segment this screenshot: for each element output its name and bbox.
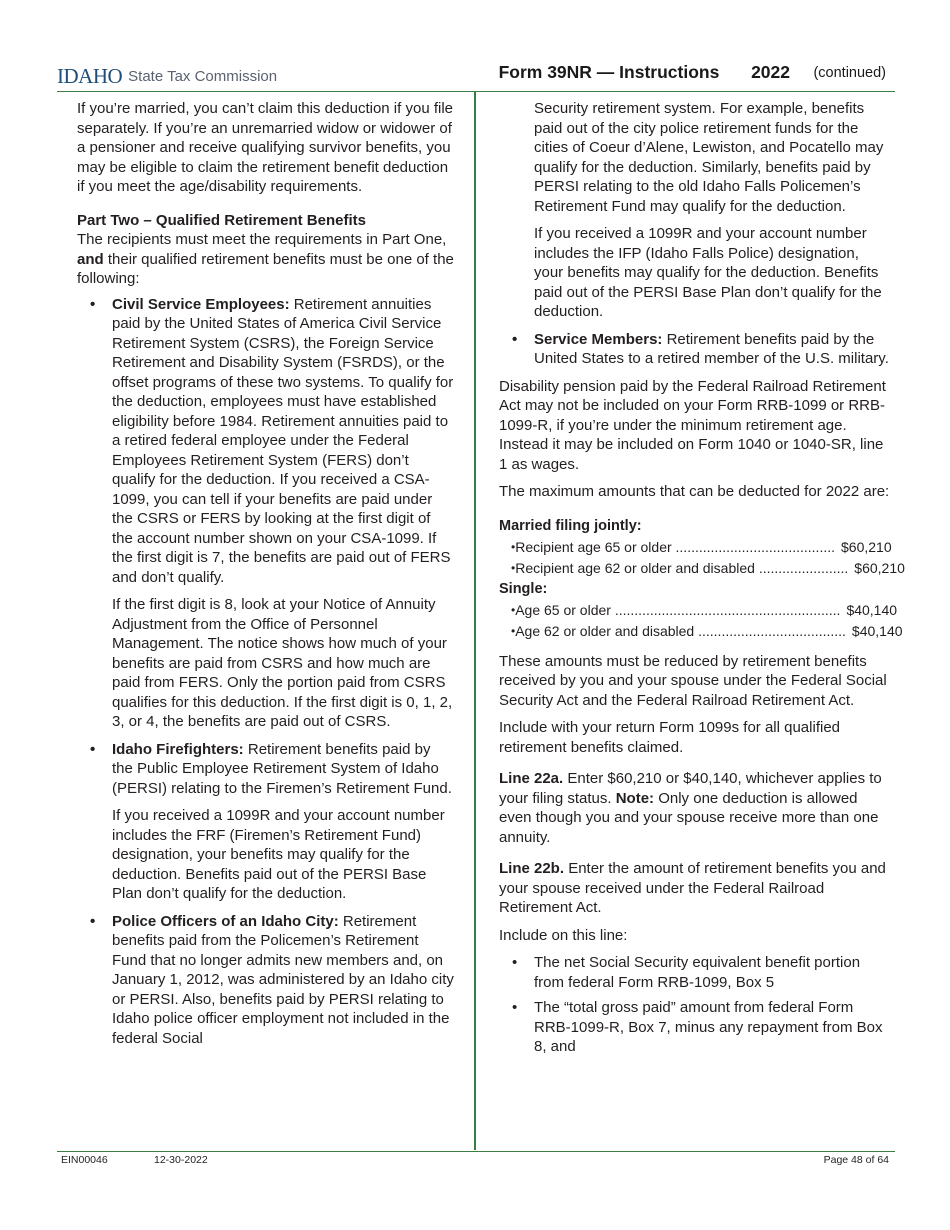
bullet-icon: • — [511, 560, 516, 575]
idaho-tax-logo — [57, 64, 277, 89]
left-column — [77, 99, 455, 1056]
civil-service-paragraph-2: If the first digit is 8, look at your Notice of Annuity Adjustment from the Office of Personnel Management. The notice shows how much of your benefits are paid from CSRS and how much are paid from FERS. Only the portion paid from CSRS qualifies for this deduction. If the first digit is 0, 1, 2, 3, or 4, the benefits are paid out of CSRS. — [112, 596, 453, 730]
police-label: Police Officers of an Idaho City: — [112, 912, 339, 930]
right-column — [499, 99, 905, 1063]
firefighters-text: Retirement benefits paid by the Public Employee Retirement System of Idaho (PERSI) relating to the Firemen’s Retirement Fund. — [112, 740, 452, 797]
include-on-line: Include on this line: — [499, 926, 628, 944]
bullet-icon: • — [511, 602, 516, 617]
max-amounts-table — [499, 516, 905, 642]
list-item-civil-service — [77, 295, 455, 732]
single-heading: Single: — [499, 580, 548, 597]
line-22a-note: Only one deduction is allowed even though you and your spouse receive more than one annuity. — [499, 789, 879, 846]
list-item: • The net Social Security equivalent benefit portion from federal Form RRB-1099, Box 5 — [499, 953, 891, 992]
part-two-text-b: their qualified retirement benefits must be one of the following: — [77, 250, 454, 287]
footer-ein: EIN00046 — [61, 1154, 108, 1166]
bullet-icon: • — [511, 623, 516, 638]
amount-row — [499, 621, 903, 642]
amount-label: Recipient age 65 or older ......................................... — [515, 538, 836, 555]
line-22a-text: Enter $60,210 or $40,140, whichever applies to your filing status. — [499, 770, 882, 807]
part-two-and: and — [77, 250, 104, 268]
amount-row — [499, 558, 905, 579]
service-members-list — [499, 330, 891, 369]
form-title-text: Form 39NR — Instructions — [498, 62, 720, 82]
logo-text: State Tax Commission — [128, 68, 278, 85]
amount-label: Age 62 or older and disabled ...................................... — [515, 622, 846, 639]
amount-value: $40,140 — [846, 601, 898, 618]
service-members-label: Service Members: — [534, 330, 663, 348]
form-year: 2022 — [751, 62, 790, 82]
form-title — [499, 62, 790, 83]
note-label: Note: — [615, 789, 655, 807]
part-two-text-a: The recipients must meet the requirements in Part One, — [77, 231, 447, 248]
amount-value: $60,210 — [841, 538, 892, 555]
list-item-firefighters — [77, 740, 455, 904]
service-members-text: Retirement benefits paid by the United States to a retired member of the U.S. military. — [534, 330, 889, 367]
reduced-paragraph: These amounts must be reduced by retirement benefits received by you and your spouse under the Federal Social Security Act and the Federal Railroad Retirement Act. — [499, 652, 887, 709]
logo-mark: IDAHO — [57, 64, 123, 88]
firefighters-label: Idaho Firefighters: — [112, 740, 244, 758]
qualified-benefits-list — [77, 295, 455, 1049]
police-paragraph-2: If you received a 1099R and your account number includes the IFP (Idaho Falls Police) designation, your benefits may qualify for the deduction. Benefits paid out of the PERSI Base Plan don’t qualify for the deduction. — [534, 225, 882, 320]
footer-rule — [57, 1151, 895, 1152]
civil-service-text: Retirement annuities paid by the United States of America Civil Service Retirement System (CSRS), the Foreign Service Retirement and Disability System (FSRDS), or the offset programs of these two systems. To qualify for the deduction, employees must have established eligibility before 1984. Retirement annuities paid to a retired federal employee under the Federal Employees Retirement System (FERS) don’t qualify for the deduction. If you received a CSA-1099, you can tell if your benefits are paid under the CSRS or FERS by looking at the first digit of the account number shown on your CSA-1099. If the first digit is 7, the benefits are paid out of FERS and don’t qualify. — [112, 295, 454, 586]
line-22a-paragraph — [499, 769, 891, 847]
bullet-icon: • — [511, 539, 516, 554]
amount-value: $60,210 — [854, 559, 905, 576]
continued-label: (continued) — [813, 65, 886, 81]
include-1099-paragraph: Include with your return Form 1099s for all qualified retirement benefits claimed. — [499, 719, 841, 756]
police-continued — [499, 99, 891, 322]
line-22b-paragraph — [499, 859, 891, 918]
disability-paragraph: Disability pension paid by the Federal Railroad Retirement Act may not be included on your Form RRB-1099 or RRB-1099-R, if you’re under the minimum retirement age. Instead it may be included on Form 1040 or 1040-SR, line 1 as wages. — [499, 377, 886, 473]
line-22b-text: Enter the amount of retirement benefits you and your spouse received under the Federal Railroad Retirement Act. — [499, 860, 886, 916]
mfj-heading: Married filing jointly: — [499, 517, 642, 534]
max-amounts-intro: The maximum amounts that can be deducted for 2022 are: — [499, 483, 890, 500]
include-items-list — [499, 953, 891, 1057]
line-22a-label: Line 22a. — [499, 770, 564, 787]
list-item-police-officers — [77, 912, 455, 1049]
part-two-heading: Part Two – Qualified Retirement Benefits — [77, 211, 366, 229]
married-paragraph: If you’re married, you can’t claim this deduction if you file separately. If you’re an unremarried widow or widower of a pensioner and receive qualifying survivor benefits, you may be eligible to claim the retirement benefit deduction if you meet the age/disability requirements. — [77, 100, 454, 195]
line-22b-label: Line 22b. — [499, 860, 565, 877]
firefighters-paragraph-2: If you received a 1099R and your account number includes the FRF (Firemen’s Retirement Fund) designation, your benefits may qualify for the deduction. Benefits paid out of the PERSI Base Plan don’t qualify for the deduction. — [112, 807, 445, 902]
police-continued-text: Security retirement system. For example, benefits paid out of the city police retirement funds for the cities of Coeur d’Alene, Lewiston, and Pocatello may qualify for the deduction. Similarly, benefits paid by PERSI relating to the old Idaho Falls Policemen’s Retirement Fund may qualify for the deduction. — [534, 100, 884, 215]
footer-date: 12-30-2022 — [154, 1154, 208, 1166]
amount-row — [499, 600, 898, 621]
amount-value: $40,140 — [851, 622, 903, 639]
part-two-section — [77, 211, 455, 289]
police-text: Retirement benefits paid from the Policemen’s Retirement Fund that no longer admits new members and, on January 1, 2012, was administered by an Idaho city or PERSI. Also, benefits paid by PERSI relating to Idaho police officer employment not included in the federal Social — [112, 912, 454, 1047]
list-item: • The “total gross paid” amount from federal Form RRB-1099-R, Box 7, minus any repayment from Box 8, and — [499, 998, 891, 1057]
footer-page-number: Page 48 of 64 — [823, 1154, 889, 1166]
header-rule — [57, 91, 895, 92]
page-header — [57, 58, 892, 92]
amount-label: Recipient age 62 or older and disabled ....................... — [515, 559, 849, 576]
column-divider — [474, 92, 476, 1150]
civil-service-label: Civil Service Employees: — [112, 295, 290, 313]
amount-row — [499, 537, 891, 558]
list-item-service-members — [499, 330, 891, 369]
amount-label: Age 65 or older .......................................................... — [515, 601, 841, 618]
